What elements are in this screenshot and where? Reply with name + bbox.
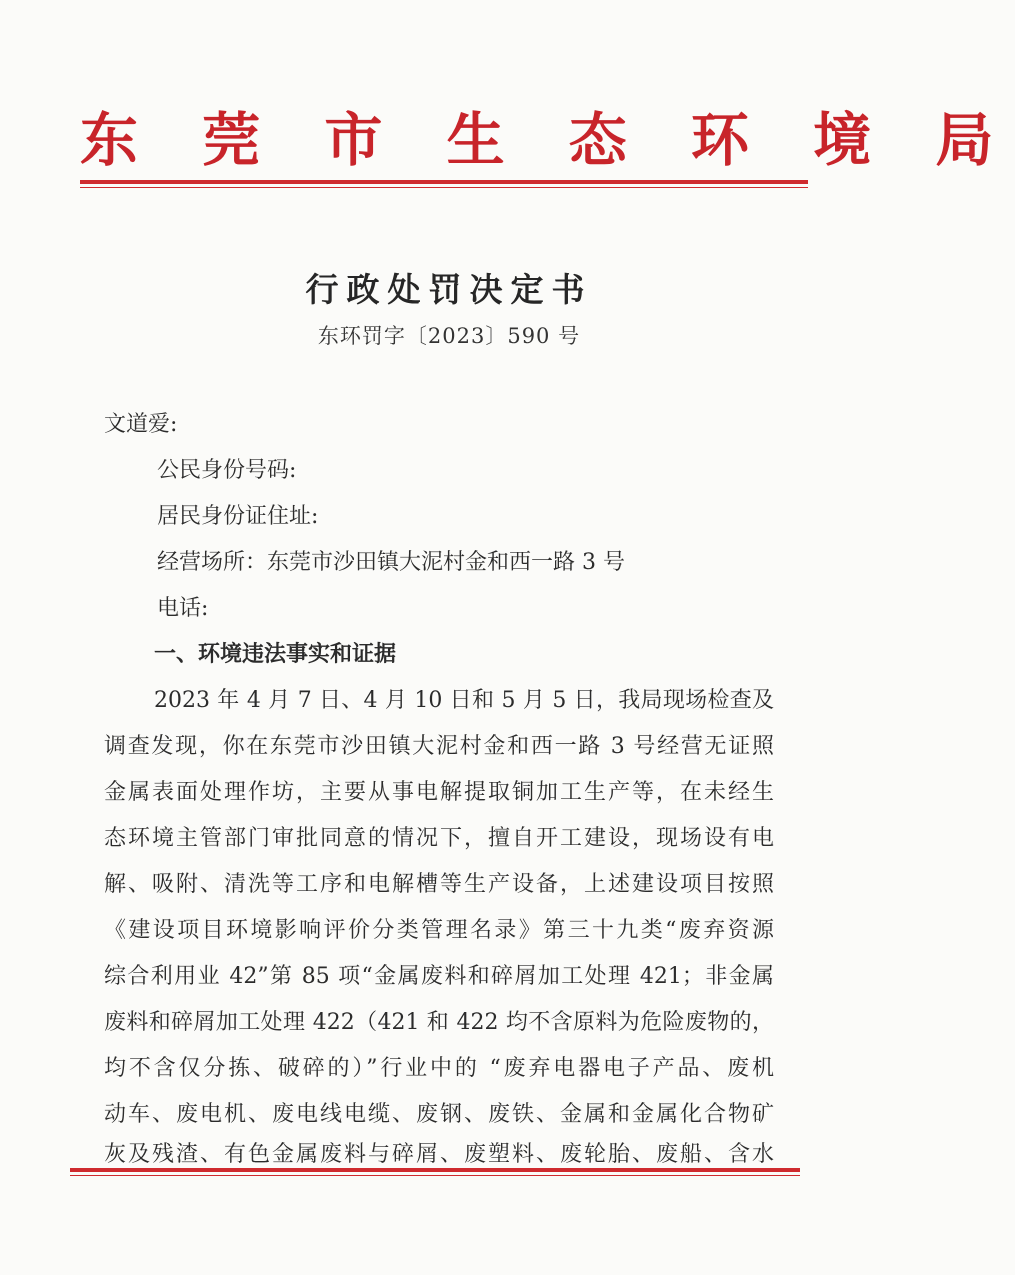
body-line: 动车、废电机、废电线电缆、废钢、废铁、金属和金属化合物矿 bbox=[104, 1102, 774, 1127]
body-line: 态环境主管部门审批同意的情况下，擅自开工建设，现场设有电 bbox=[104, 826, 774, 851]
footer-rule-thick bbox=[70, 1168, 800, 1172]
phone-label: 电话: bbox=[157, 596, 209, 621]
address-label: 居民身份证住址: bbox=[157, 504, 319, 529]
id-number-label: 公民身份号码: bbox=[157, 458, 297, 483]
body-line: 金属表面处理作坊，主要从事电解提取铜加工生产等，在未经生 bbox=[104, 780, 774, 805]
footer-rule-thin bbox=[70, 1175, 800, 1176]
body-line: 灰及残渣、有色金属废料与碎屑、废塑料、废轮胎、废船、含水 bbox=[104, 1142, 774, 1167]
body-line: 调查发现，你在东莞市沙田镇大泥村金和西一路 3 号经营无证照 bbox=[104, 734, 774, 759]
body-line: 综合利用业 42”第 85 项“金属废料和碎屑加工处理 421；非金属 bbox=[104, 964, 774, 989]
body-line: 《建设项目环境影响评价分类管理名录》第三十九类“废弃资源 bbox=[104, 918, 774, 943]
document-number: 东环罚字〔2023〕590 号 bbox=[317, 324, 581, 348]
body-line: 解、吸附、清洗等工序和电解槽等生产设备，上述建设项目按照 bbox=[104, 872, 774, 897]
party-name: 文道爱: bbox=[104, 412, 178, 437]
body-line: 废料和碎屑加工处理 422（421 和 422 均不含原料为危险废物的， bbox=[104, 1010, 774, 1035]
letterhead-rule-thick bbox=[80, 180, 808, 184]
body-line: 均不含仅分拣、破碎的）”行业中的 “废弃电器电子产品、废机 bbox=[104, 1056, 774, 1081]
document-title: 行政处罚决定书 bbox=[305, 270, 593, 309]
section-heading: 一、环境违法事实和证据 bbox=[154, 642, 397, 667]
agency-letterhead: 东 莞 市 生 态 环 境 局 bbox=[80, 106, 1015, 174]
letterhead-rule-thin bbox=[80, 187, 808, 188]
business-site: 经营场所：东莞市沙田镇大泥村金和西一路 3 号 bbox=[157, 550, 625, 575]
body-line: 2023 年 4 月 7 日、4 月 10 日和 5 月 5 日，我局现场检查及 bbox=[154, 688, 774, 713]
